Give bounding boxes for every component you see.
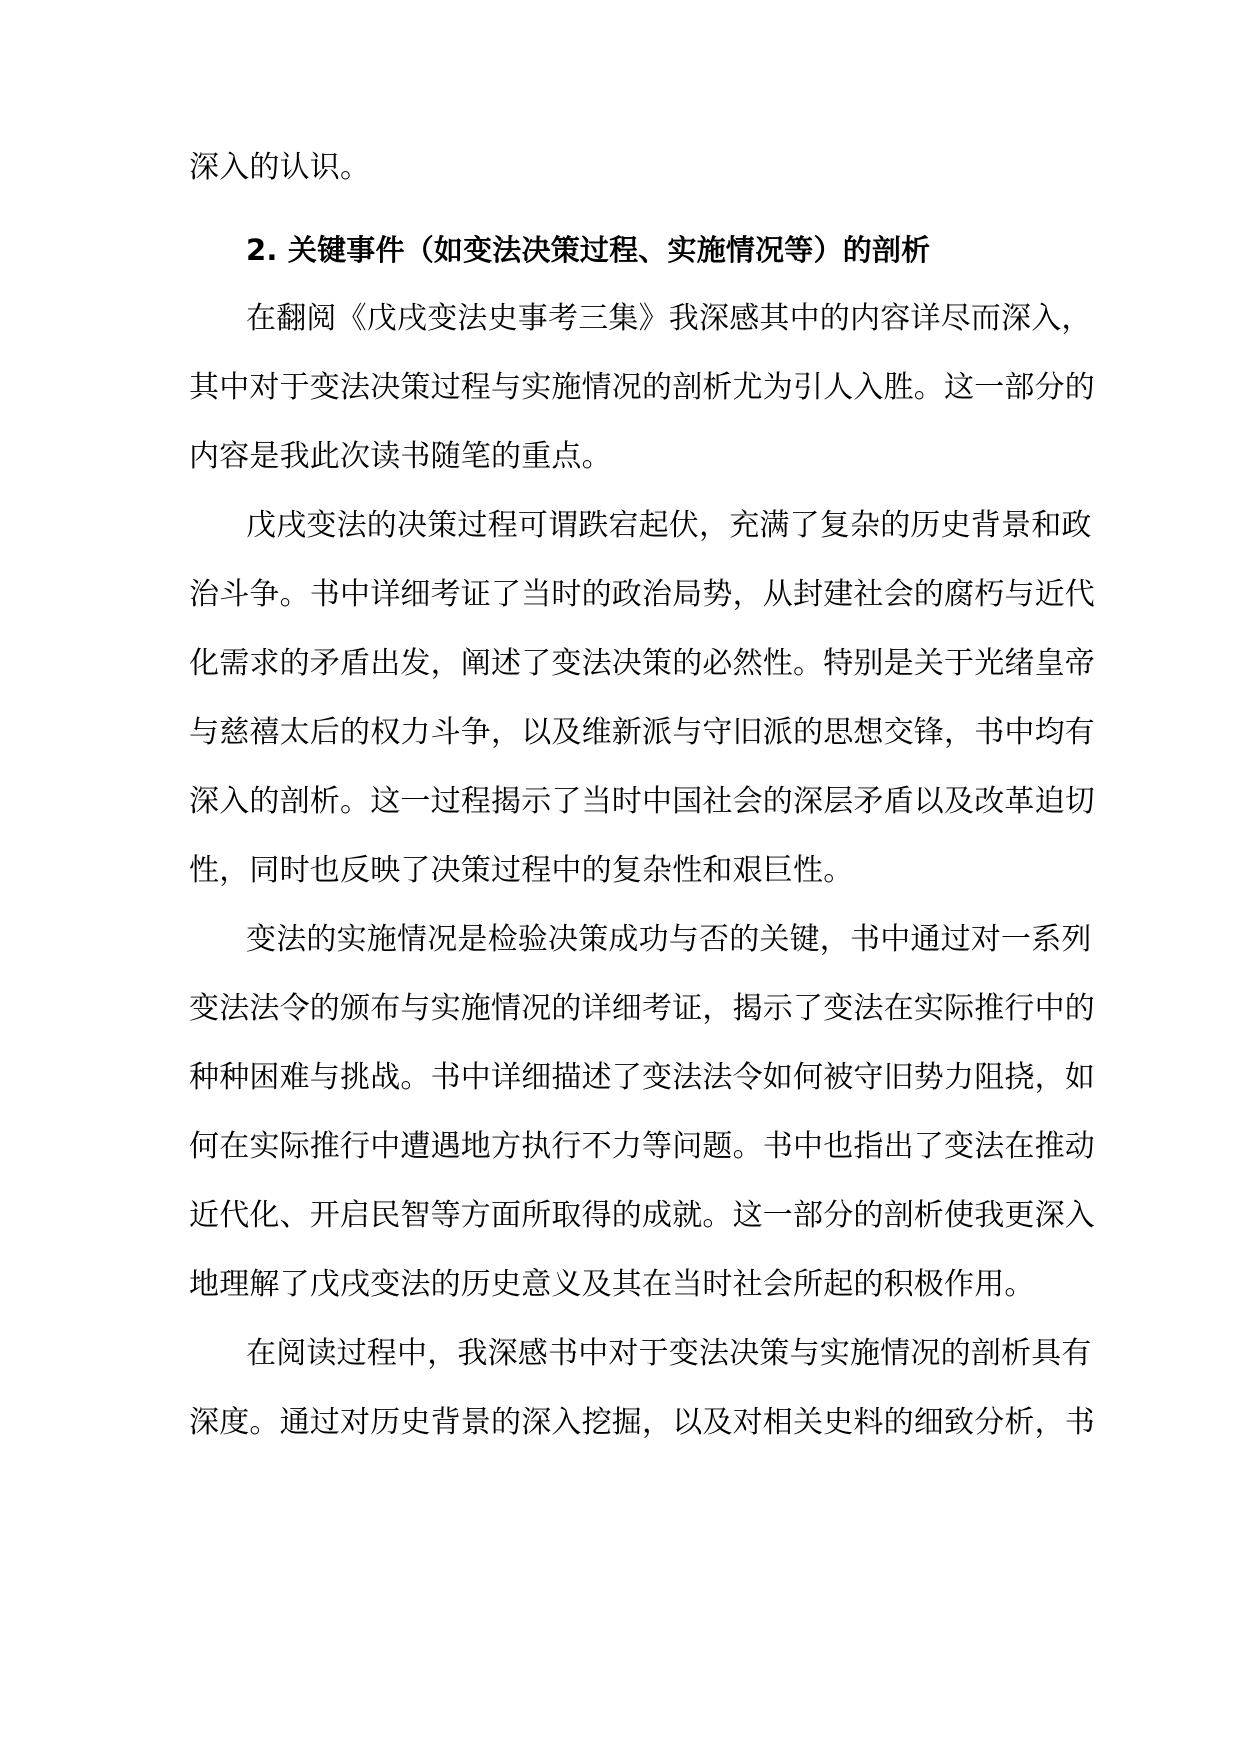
section-heading: 2. 关键事件（如变法决策过程、实施情况等）的剖析 [246,233,931,267]
paragraph-line: 与慈禧太后的权力斗争，以及维新派与守旧派的思想交锋，书中均有 [189,715,1095,750]
paragraph-line: 何在实际推行中遭遇地方执行不力等问题。书中也指出了变法在推动 [189,1129,1095,1164]
paragraph-line: 内容是我此次读书随笔的重点。 [189,439,612,474]
paragraph-line: 深入的剖析。这一过程揭示了当时中国社会的深层矛盾以及改革迫切 [189,784,1095,819]
paragraph-line: 在阅读过程中，我深感书中对于变法决策与实施情况的剖析具有 [246,1336,1092,1371]
paragraph-line: 变法的实施情况是检验决策成功与否的关键，书中通过对一系列 [246,922,1092,957]
paragraph-line: 变法法令的颁布与实施情况的详细考证，揭示了变法在实际推行中的 [189,991,1095,1026]
paragraph-line: 深入的认识。 [189,150,371,185]
paragraph-line: 性，同时也反映了决策过程中的复杂性和艰巨性。 [189,853,854,888]
paragraph-line: 戊戌变法的决策过程可谓跌宕起伏，充满了复杂的历史背景和政 [246,508,1092,543]
paragraph-line: 深度。通过对历史背景的深入挖掘，以及对相关史料的细致分析，书 [189,1405,1095,1440]
paragraph-line: 种种困难与挑战。书中详细描述了变法法令如何被守旧势力阻挠，如 [189,1060,1095,1095]
paragraph-line: 其中对于变法决策过程与实施情况的剖析尤为引人入胜。这一部分的 [189,370,1095,405]
paragraph-line: 在翻阅《戊戌变法史事考三集》我深感其中的内容详尽而深入， [246,301,1092,336]
paragraph-line: 化需求的矛盾出发，阐述了变法决策的必然性。特别是关于光绪皇帝 [189,646,1095,681]
paragraph-line: 地理解了戊戌变法的历史意义及其在当时社会所起的积极作用。 [189,1267,1035,1302]
paragraph-line: 近代化、开启民智等方面所取得的成就。这一部分的剖析使我更深入 [189,1198,1095,1233]
paragraph-line: 治斗争。书中详细考证了当时的政治局势，从封建社会的腐朽与近代 [189,577,1095,612]
